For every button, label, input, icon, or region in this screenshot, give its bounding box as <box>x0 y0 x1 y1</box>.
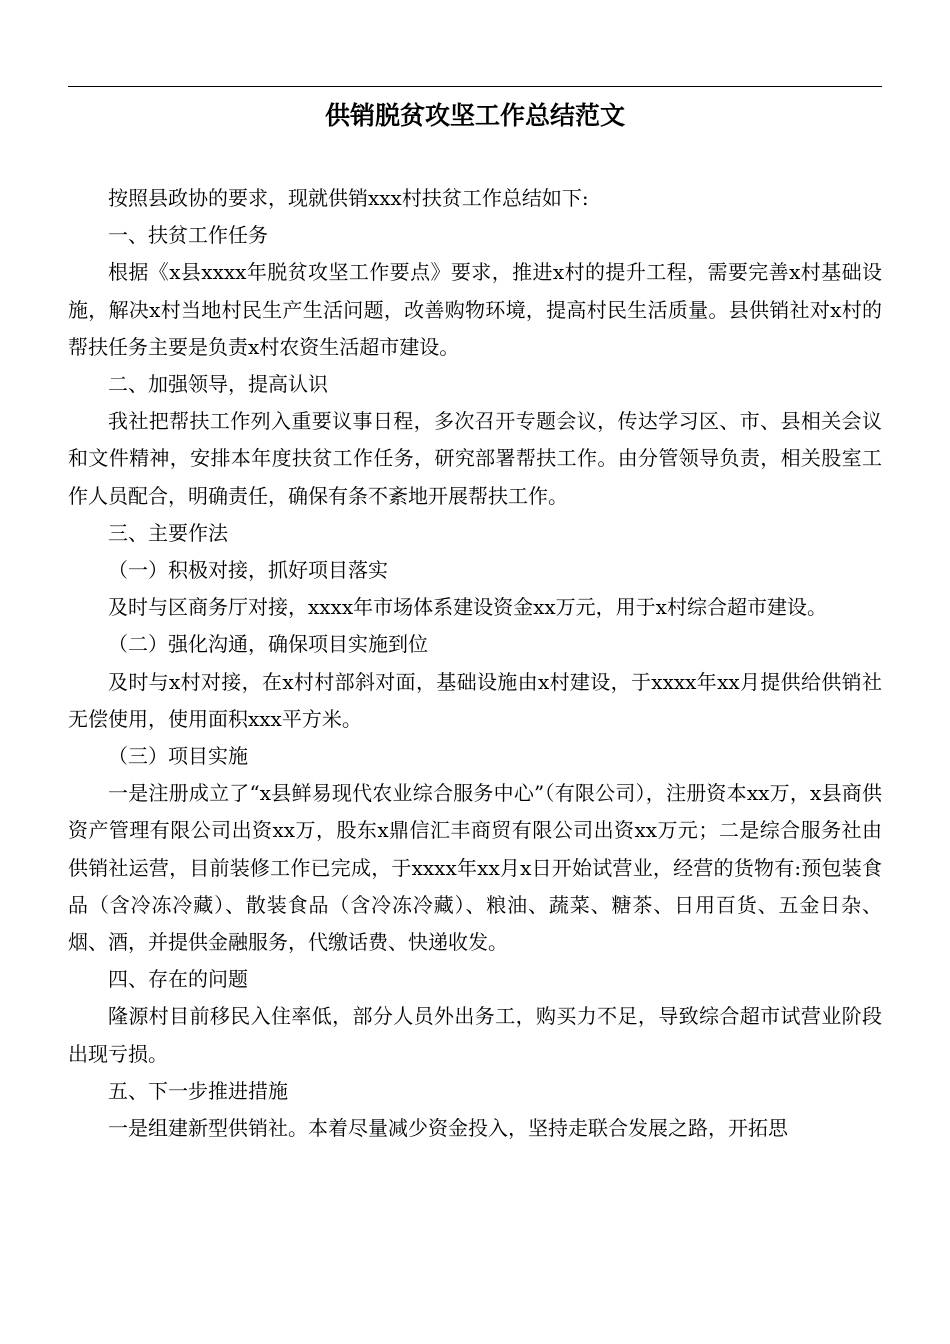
section-heading-2: 二、加强领导，提高认识 <box>108 372 328 397</box>
body-paragraph: 隆源村目前移民入住率低，部分人员外出务工，购买力不足，导致综合超市试营业阶段出现亏损。 <box>68 1004 882 1066</box>
body-paragraph: 我社把帮扶工作列入重要议事日程，多次召开专题会议，传达学习区、市、县相关会议和文件精神，安排本年度扶贫工作任务，研究部署帮扶工作。由分管领导负责，相关股室工作人员配合，明确责任，确保有条不紊地开展帮扶工作。 <box>68 409 882 508</box>
body-paragraph: 一是注册成立了“x县鲜易现代农业综合服务中心”（有限公司），注册资本xx万，x县商供资产管理有限公司出资xx万，股东x鼎信汇丰商贸有限公司出资xx万元；二是综合服务社由供销社运营，目前装修工作已完成，于xxxx年xx月x日开始试营业，经营的货物有:预包装食品（含冷冻冷藏）、散装食品（含冷冻冷藏）、粮油、蔬菜、糖茶、日用百货、五金日杂、烟、酒，并提供金融服务，代缴话费、快递收发。 <box>68 781 882 955</box>
document-body <box>68 180 882 1147</box>
body-paragraph: 根据《x县xxxx年脱贫攻坚工作要点》要求，推进x村的提升工程，需要完善x村基础设施，解决x村当地村民生产生活问题，改善购物环境，提高村民生活质量。县供销社对x村的帮扶任务主要是负责x村农资生活超市建设。 <box>68 260 882 359</box>
intro-paragraph: 按照县政协的要求，现就供销xxx村扶贫工作总结如下: <box>108 186 589 210</box>
section-heading-3: 三、主要作法 <box>108 520 228 545</box>
document-title: 供销脱贫攻坚工作总结范文 <box>324 101 625 130</box>
header-rule <box>68 86 882 87</box>
body-paragraph: 及时与x村对接，在x村村部斜对面，基础设施由x村建设，于xxxx年xx月提供给供销社无偿使用，使用面积xxx平方米。 <box>68 669 882 731</box>
body-paragraph: 及时与区商务厅对接，xxxx年市场体系建设资金xx万元，用于x村综合超市建设。 <box>108 595 827 620</box>
section-heading-4: 四、存在的问题 <box>108 967 248 992</box>
section-heading-1: 一、扶贫工作任务 <box>108 223 268 248</box>
subsection-heading-3: （三）项目实施 <box>108 744 248 769</box>
section-heading-5: 五、下一步推进措施 <box>108 1078 288 1103</box>
subsection-heading-2: （二）强化沟通，确保项目实施到位 <box>108 632 428 657</box>
body-paragraph: 一是组建新型供销社。本着尽量减少资金投入，坚持走联合发展之路，开拓思 <box>108 1116 788 1141</box>
subsection-heading-1: （一）积极对接，抓好项目落实 <box>108 558 388 583</box>
